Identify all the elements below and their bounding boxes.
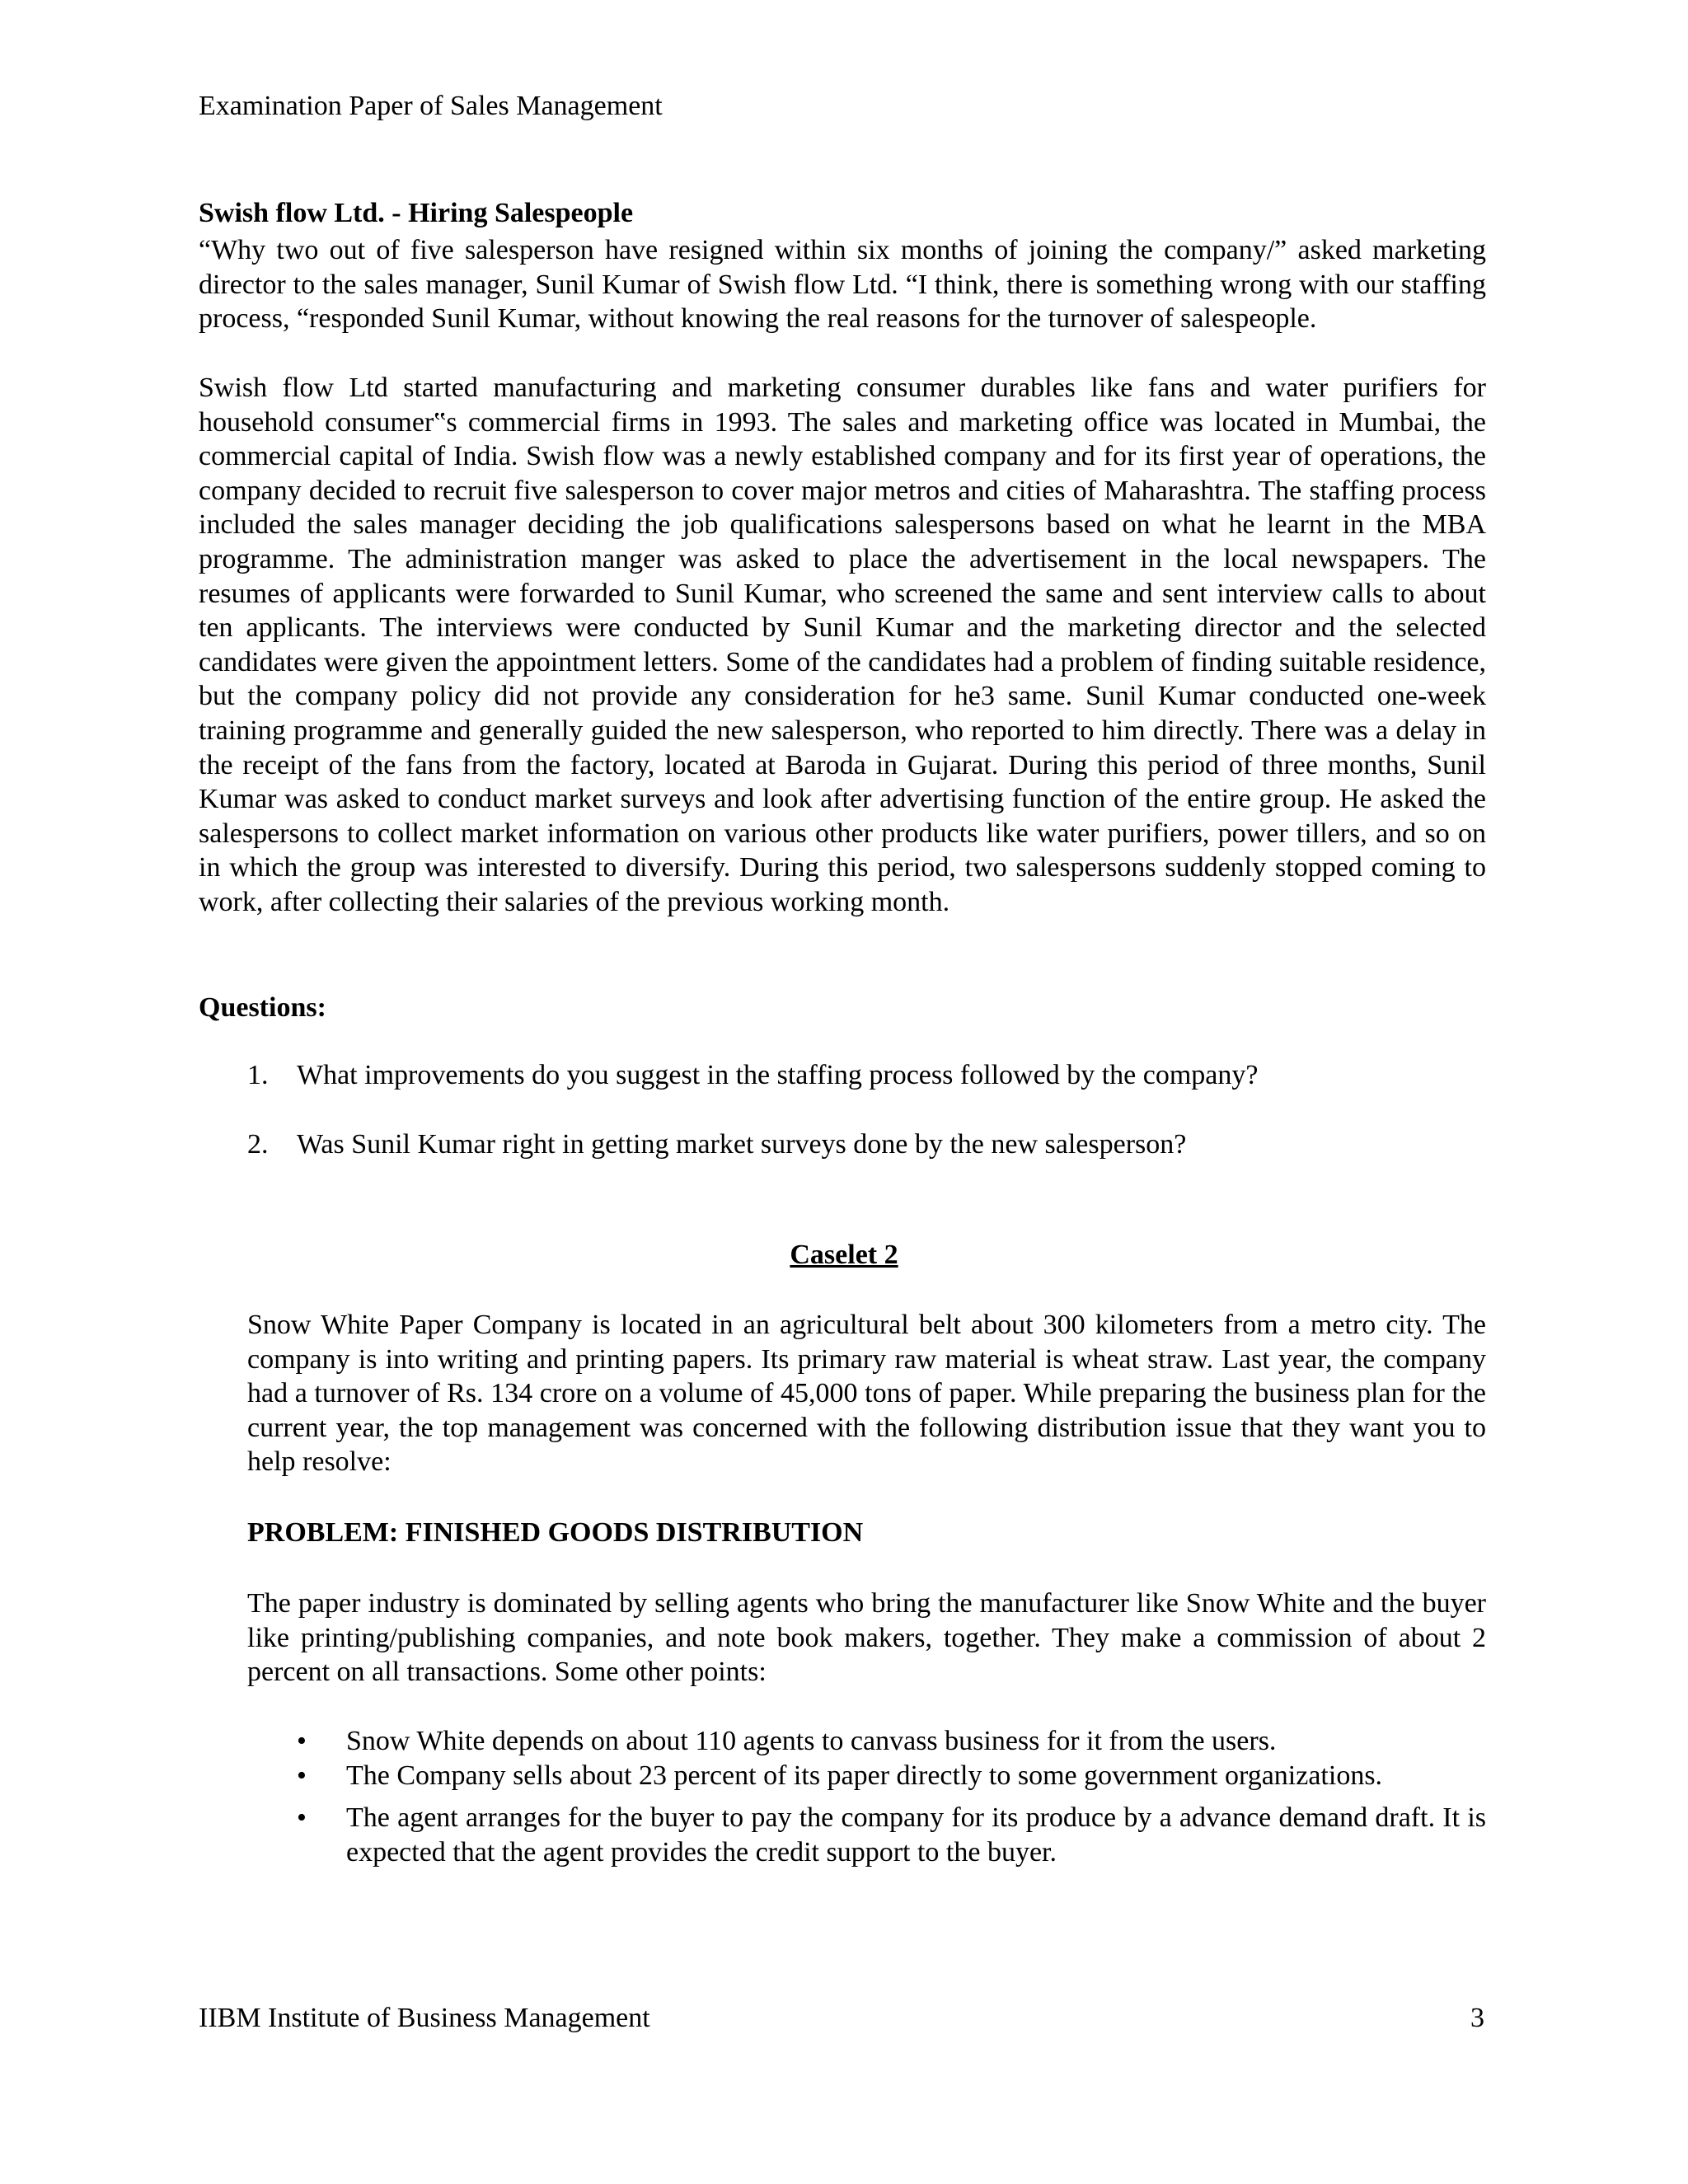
problem-heading: PROBLEM: FINISHED GOODS DISTRIBUTION	[247, 1517, 864, 1548]
question-number: 1.	[247, 1060, 269, 1090]
list-item-text: The agent arranges for the buyer to pay the company for its produce by a advance demand draft. It is expected that the agent provides the credit support to the buyer.	[346, 1802, 1486, 1868]
case1-title: Swish flow Ltd. - Hiring Salespeople	[199, 198, 634, 228]
questions-heading: Questions:	[199, 992, 326, 1023]
points-list	[247, 1724, 1486, 1869]
page-number: 3	[1470, 2003, 1484, 2033]
bullet-icon: •	[297, 1802, 307, 1834]
question-item	[247, 1058, 1486, 1093]
case2-paragraph-1: Snow White Paper Company is located in an agricultural belt about 300 kilometers from a metro city. The company is into writing and printing papers. Its primary raw material is wheat straw. Last year, the company had a turnover of Rs. 134 crore on a volume of 45,000 tons of paper. While preparing the business plan for the current year, the top management was concerned with the following distribution issue that they want you to help resolve:	[247, 1310, 1486, 1478]
page-header: Examination Paper of Sales Management	[199, 91, 663, 121]
question-item	[247, 1127, 1486, 1162]
questions-list	[247, 1058, 1486, 1162]
list-item-text: Snow White depends on about 110 agents to canvass business for it from the users.	[346, 1726, 1277, 1756]
case1-paragraph-2: Swish flow Ltd started manufacturing and marketing consumer durables like fans and water purifiers for household consumer‟s commercial firms in 1993. The sales and marketing office was located in Mumbai, the commercial capital of India. Swish flow was a newly established company and for its first year of operations, the company decided to recruit five salesperson to cover major metros and cities of Maharashtra. The staffing process included the sales manager deciding the job qualifications salespersons based on what he learnt in the MBA programme. The administration manger was asked to place the advertisement in the local newspapers. The resumes of applicants were forwarded to Sunil Kumar, who screened the same and sent interview calls to about ten applicants. The interviews were conducted by Sunil Kumar and the marketing director and the selected candidates were given the appointment letters. Some of the candidates had a problem of finding suitable residence, but the company policy did not provide any consideration for he3 same. Sunil Kumar conducted one-week training programme and generally guided the new salesperson, who reported to him directly. There was a delay in the receipt of the fans from the factory, located at Baroda in Gujarat. During this period of three months, Sunil Kumar was asked to conduct market surveys and look after advertising function of the entire group. He asked the salespersons to collect market information on various other products like water purifiers, power tillers, and so on in which the group was interested to diversify. During this period, two salespersons suddenly stopped coming to work, after collecting their salaries of the previous working month.	[199, 373, 1486, 917]
caselet-2-title: Caselet 2	[790, 1240, 898, 1270]
bullet-icon: •	[297, 1726, 307, 1756]
list-item	[247, 1801, 1486, 1869]
list-item	[247, 1759, 1486, 1793]
question-number: 2.	[247, 1129, 269, 1160]
question-text: What improvements do you suggest in the staffing process followed by the company?	[297, 1060, 1259, 1090]
footer-institute: IIBM Institute of Business Management	[199, 2003, 650, 2033]
bullet-icon: •	[297, 1760, 307, 1791]
case2-paragraph-2: The paper industry is dominated by selling agents who bring the manufacturer like Snow White and the buyer like printing/publishing companies, and note book makers, together. They make a commission of about 2 percent on all transactions. Some other points:	[247, 1588, 1486, 1688]
case1-paragraph-1: “Why two out of five salesperson have resigned within six months of joining the company/” asked marketing director to the sales manager, Sunil Kumar of Swish flow Ltd. “I think, there is something wrong with our staffing process, “responded Sunil Kumar, without knowing the real reasons for the turnover of salespeople.	[199, 235, 1486, 335]
question-text: Was Sunil Kumar right in getting market surveys done by the new salesperson?	[297, 1129, 1187, 1160]
list-item	[247, 1724, 1486, 1759]
list-item-text: The Company sells about 23 percent of its paper directly to some government organizations.	[346, 1760, 1383, 1791]
